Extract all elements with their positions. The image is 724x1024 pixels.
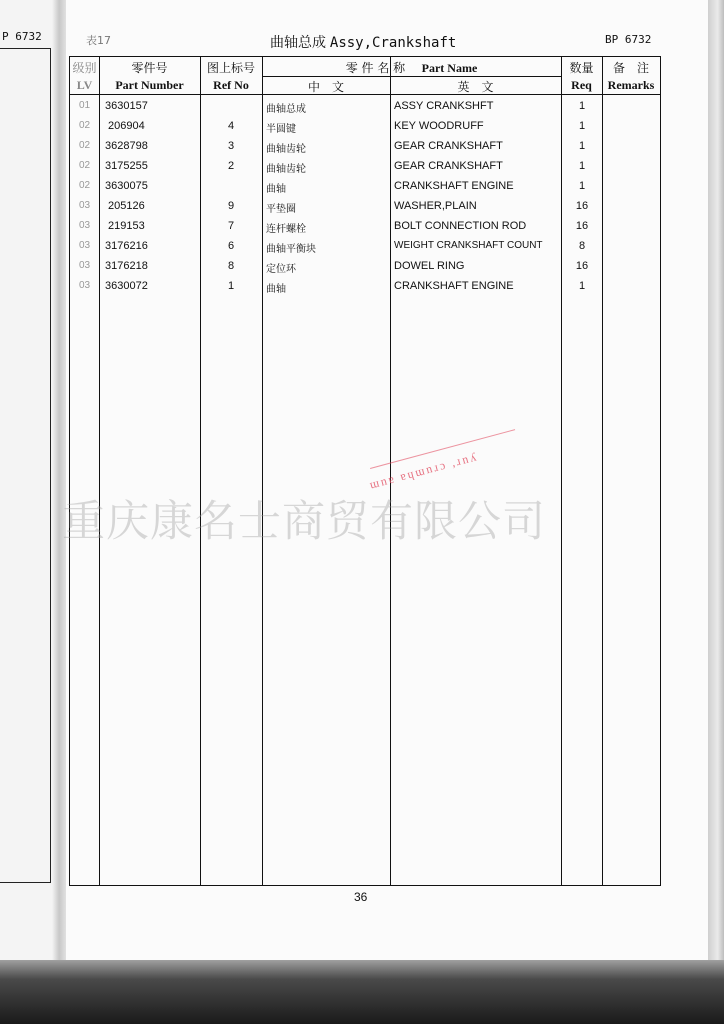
red-stamp: ɯnɐ ɐɥɯnɹɔ ,ɹnʎ [368, 449, 480, 492]
col-part-name-en: Part Name [421, 61, 478, 75]
table-number: 表17 [86, 34, 111, 47]
cell-name-cn: 定位环 [266, 264, 296, 275]
cell-ref: 1 [227, 280, 235, 292]
table-row [70, 96, 662, 116]
col-part-name-cn: 零 件 名 称 [345, 61, 406, 75]
col-part-name [262, 59, 561, 77]
cell-lv: 02 [78, 120, 91, 131]
page-edge [708, 0, 724, 1024]
page-title [270, 32, 456, 52]
cell-name-en: GEAR CRANKSHAFT [394, 140, 503, 152]
cell-qty: 1 [578, 100, 586, 112]
cell-lv: 01 [78, 100, 91, 111]
cell-lv: 02 [78, 160, 91, 171]
cell-part-number: 3630157 [105, 100, 148, 112]
col-lv-en: LV [76, 78, 93, 92]
cell-ref: 3 [227, 140, 235, 152]
table-row [70, 196, 662, 216]
cell-qty: 1 [578, 120, 586, 132]
title-en: Assy,Crankshaft [329, 35, 457, 51]
cell-qty: 1 [578, 140, 586, 152]
cell-name-en: KEY WOODRUFF [394, 120, 484, 132]
table-row [70, 176, 662, 196]
cell-ref: 9 [227, 200, 235, 212]
cell-lv: 03 [78, 220, 91, 231]
cell-ref: 4 [227, 120, 235, 132]
watermark: 重庆康名士商贸有限公司 [62, 497, 546, 547]
col-remarks-en: Remarks [607, 78, 655, 92]
cell-part-number: 3628798 [105, 140, 148, 152]
cell-name-cn: 曲轴平衡块 [266, 244, 316, 255]
document-code: BP 6732 [605, 33, 652, 46]
cell-qty: 1 [578, 280, 586, 292]
cell-qty: 16 [575, 200, 589, 212]
cell-name-cn: 连杆螺栓 [266, 224, 306, 235]
cell-ref: 7 [227, 220, 235, 232]
cell-name-cn: 曲轴 [266, 284, 286, 295]
cell-part-number: 3630072 [105, 280, 148, 292]
col-remarks-cn: 备 注 [612, 61, 649, 75]
col-name-chinese: 中 文 [307, 80, 344, 94]
cell-ref: 8 [227, 260, 235, 272]
cell-name-cn: 曲轴齿轮 [266, 164, 306, 175]
col-qty-cn: 数量 [569, 61, 594, 75]
cell-name-en: WEIGHT CRANKSHAFT COUNT [394, 240, 543, 251]
cell-qty: 1 [578, 180, 586, 192]
cell-part-number: 3176216 [105, 240, 148, 252]
cell-part-number: 219153 [108, 220, 145, 232]
cell-name-en: BOLT CONNECTION ROD [394, 220, 527, 232]
cell-qty: 16 [575, 260, 589, 272]
table-row [70, 136, 662, 156]
col-part-number-cn: 零件号 [131, 61, 168, 75]
cell-name-en: GEAR CRANKSHAFT [394, 160, 503, 172]
cell-name-cn: 曲轴齿轮 [266, 144, 306, 155]
cell-name-en: CRANKSHAFT ENGINE [394, 280, 514, 292]
left-page-code: P 6732 [2, 30, 42, 43]
cell-qty: 1 [578, 160, 586, 172]
cell-qty: 16 [575, 220, 589, 232]
cell-name-cn: 曲轴总成 [266, 104, 306, 115]
parts-table [69, 56, 661, 886]
col-ref-en: Ref No [213, 78, 249, 92]
table-row [70, 216, 662, 236]
col-name-english: 英 文 [457, 80, 494, 94]
table-row [70, 256, 662, 276]
cell-part-number: 3175255 [105, 160, 148, 172]
cell-name-cn: 曲轴 [266, 184, 286, 195]
table-row [70, 236, 662, 256]
cell-part-number: 3176218 [105, 260, 148, 272]
cell-ref: 6 [227, 240, 235, 252]
col-lv-cn: 级别 [72, 61, 97, 75]
cell-name-cn: 半圆键 [266, 124, 296, 135]
cell-lv: 02 [78, 180, 91, 191]
left-page-frame [0, 48, 51, 883]
cell-name-en: CRANKSHAFT ENGINE [394, 180, 514, 192]
cell-lv: 03 [78, 280, 91, 291]
cell-qty: 8 [578, 240, 586, 252]
col-part-number-en: Part Number [115, 78, 184, 92]
cell-lv: 03 [78, 240, 91, 251]
cell-part-number: 205126 [108, 200, 145, 212]
cell-name-en: DOWEL RING [394, 260, 465, 272]
col-qty-en: Req [571, 78, 592, 92]
page-number: 36 [354, 890, 368, 904]
col-ref-cn: 图上标号 [206, 61, 255, 75]
cell-part-number: 3630075 [105, 180, 148, 192]
cell-lv: 03 [78, 200, 91, 211]
table-row [70, 116, 662, 136]
cell-lv: 02 [78, 140, 91, 151]
cell-name-cn: 平垫圈 [266, 204, 296, 215]
title-cn: 曲轴总成 [270, 35, 326, 51]
cell-ref: 2 [227, 160, 235, 172]
table-row [70, 276, 662, 296]
cell-part-number: 206904 [108, 120, 145, 132]
cell-name-en: ASSY CRANKSHFT [394, 100, 494, 112]
cell-name-en: WASHER,PLAIN [394, 200, 477, 212]
cell-lv: 03 [78, 260, 91, 271]
table-row [70, 156, 662, 176]
scanner-shadow [0, 960, 724, 1024]
